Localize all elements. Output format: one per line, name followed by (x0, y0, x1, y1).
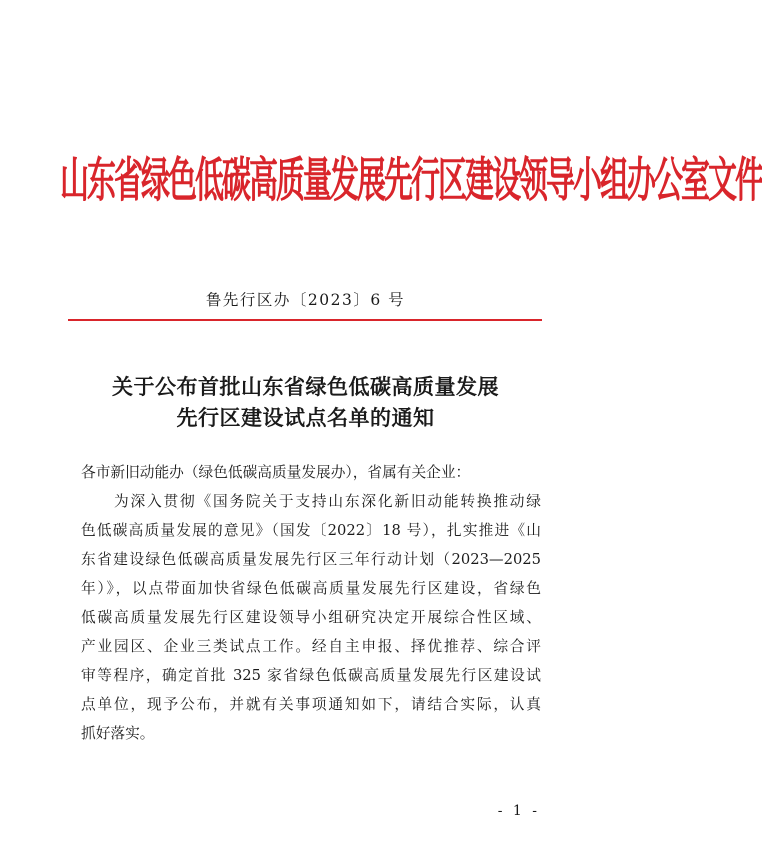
body-paragraph-line: 点单位，现予公布，并就有关事项通知如下，请结合实际，认真 (81, 696, 541, 713)
body-paragraph-line: 为深入贯彻《国务院关于支持山东深化新旧动能转换推动绿 (114, 493, 541, 510)
document-number: 鲁先行区办〔2023〕6 号 (205, 291, 406, 309)
body-paragraph-line: 东省建设绿色低碳高质量发展先行区三年行动计划（2023—2025 (81, 551, 541, 568)
body-paragraph-line: 低碳高质量发展先行区建设领导小组研究决定开展综合性区域、 (81, 609, 541, 626)
document-title-line-2: 先行区建设试点名单的通知 (176, 405, 435, 430)
body-paragraph-line: 产业园区、企业三类试点工作。经自主申报、择优推荐、综合评 (81, 638, 541, 655)
page-number: - 1 - (497, 803, 540, 819)
document-title-line-1: 关于公布首批山东省绿色低碳高质量发展 (112, 374, 499, 399)
body-paragraph-line: 审等程序，确定首批 325 家省绿色低碳高质量发展先行区建设试 (81, 667, 541, 684)
body-paragraph-line: 年）》，以点带面加快省绿色低碳高质量发展先行区建设，省绿色 (81, 580, 541, 597)
body-paragraph-line: 色低碳高质量发展的意见》（国发〔2022〕18 号），扎实推进《山 (81, 522, 541, 539)
red-divider-line (68, 319, 542, 321)
body-paragraph-line: 抓好落实。 (81, 725, 155, 742)
issuer-header: 山东省绿色低碳高质量发展先行区建设领导小组办公室文件 (60, 151, 762, 208)
addressee: 各市新旧动能办（绿色低碳高质量发展办），省属有关企业： (81, 464, 471, 481)
